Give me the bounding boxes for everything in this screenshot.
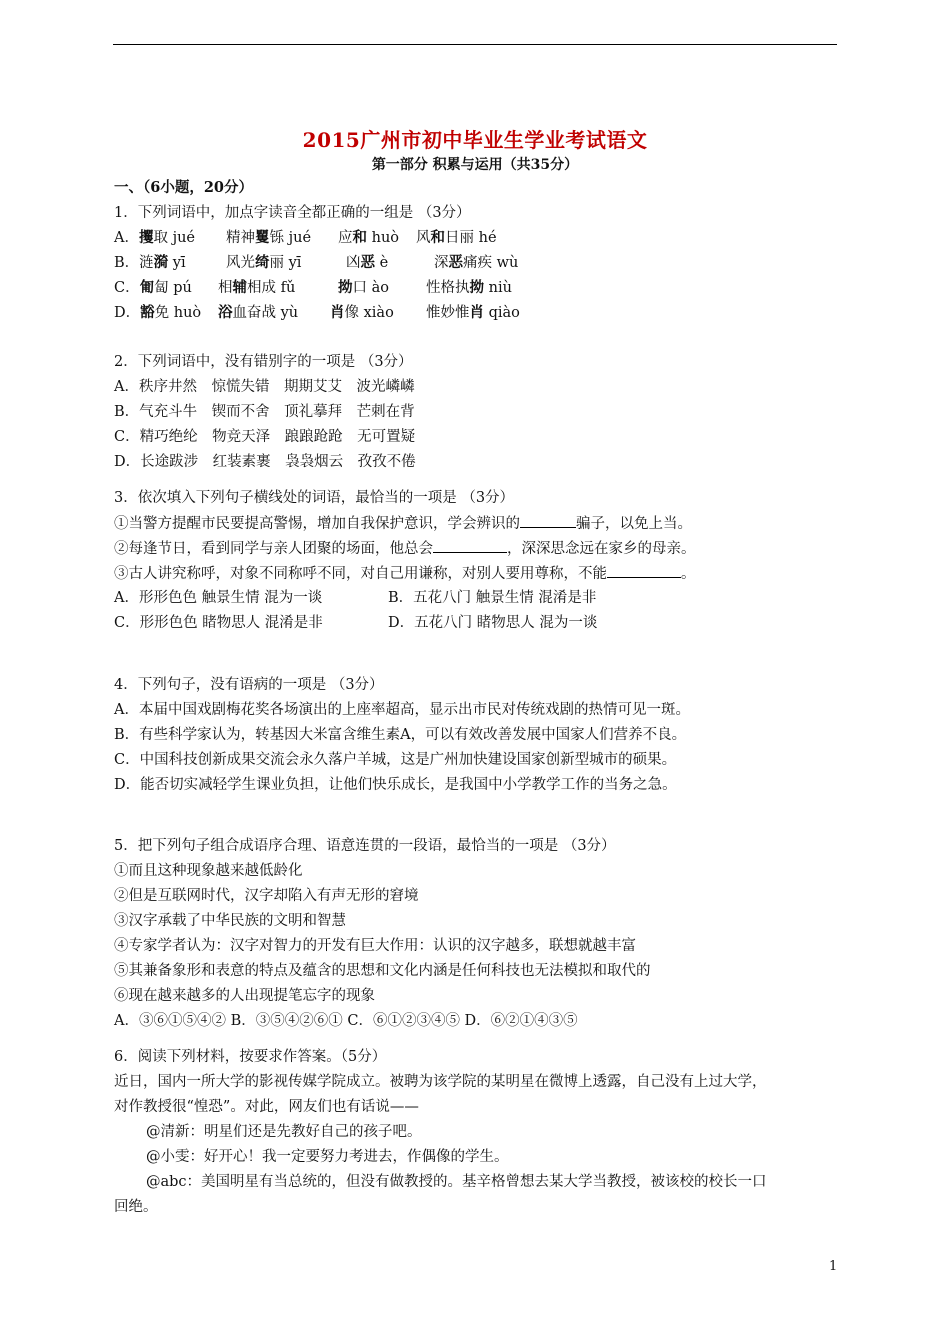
q4-option-d: D．能否切实减轻学生课业负担，让他们快乐成长，是我国中小学教学工作的当务之急。 <box>114 777 677 793</box>
q4-option-c: C．中国科技创新成果交流会永久落户羊城，这是广州加快建设国家创新型城市的硕果。 <box>114 752 677 768</box>
q2-option-a: A．秩序井然 惊慌失错 期期艾艾 波光嶙嶙 <box>114 379 415 395</box>
q1-option-a: A．攫取 jué 精神矍铄 jué 应和 huò 风和日丽 hé <box>114 229 497 246</box>
answer-blank <box>433 538 507 553</box>
q5-sentence-5: ⑤其兼备象形和表意的特点及蕴含的思想和文化内涵是任何科技也无法模拟和取代的 <box>114 963 651 979</box>
q6-comment-1: @清新：明星们还是先教好自己的孩子吧。 <box>146 1124 422 1140</box>
q2-option-c: C．精巧绝纶 物竞天泽 踉踉跄跄 无可置疑 <box>114 429 416 445</box>
q3-sentence-1: ①当警方提醒市民要提高警惕，增加自我保护意识，学会辨识的 骗子，以免上当。 <box>114 513 692 534</box>
q6-passage-line-1: 近日，国内一所大学的影视传媒学院成立。被聘为该学院的某明星在微博上透露，自己没有上过大学， <box>114 1074 767 1090</box>
q3-sentence-2: ②每逢节日，看到同学与亲人团聚的场面，他总会 ，深深思念远在家乡的母亲。 <box>114 538 696 559</box>
q5-sentence-1: ①而且这种现象越来越低龄化 <box>114 863 303 879</box>
q6-comment-2: @小雯：好开心！我一定要努力考进去，作偶像的学生。 <box>146 1149 509 1165</box>
q5-sentence-2: ②但是互联网时代，汉字却陷入有声无形的窘境 <box>114 888 419 904</box>
q5-options: A．③⑥①⑤④② B．③⑤④②⑥① C．⑥①②③④⑤ D．⑥②①④③⑤ <box>114 1013 578 1029</box>
q1-option-b: B．涟漪 yī 风光绮丽 yī 凶恶 è 深恶痛疾 wù <box>114 254 519 271</box>
q2-option-b: B．气充斗牛 锲而不舍 顶礼摹拜 芒刺在背 <box>114 404 415 420</box>
page-number: 1 <box>829 1259 838 1274</box>
q3-stem: 3．依次填入下列句子横线处的词语，最恰当的一项是 （3分） <box>114 490 515 506</box>
header-rule <box>113 44 837 45</box>
q5-stem: 5．把下列句子组合成语序合理、语意连贯的一段语，最恰当的一项是 （3分） <box>114 838 616 854</box>
answer-blank <box>607 563 681 578</box>
q1-option-c: C．匍匐 pú 相辅相成 fǔ 拗口 ào 性格执拗 niù <box>114 279 512 296</box>
q6-passage-line-2: 对作教授很“惶恐”。对此，网友们也有话说—— <box>114 1099 419 1115</box>
q3-option-b: B．五花八门 触景生情 混淆是非 <box>388 590 597 606</box>
q3-option-a: A．形形色色 触景生情 混为一谈 <box>114 590 323 606</box>
q2-option-d: D．长途跋涉 红装素裹 袅袅烟云 孜孜不倦 <box>114 454 416 470</box>
q5-sentence-3: ③汉字承载了中华民族的文明和智慧 <box>114 913 346 929</box>
q5-sentence-4: ④专家学者认为：汉字对智力的开发有巨大作用：认识的汉字越多，联想就越丰富 <box>114 938 636 954</box>
q1-stem: 1．下列词语中，加点字读音全都正确的一组是 （3分） <box>114 205 471 221</box>
q6-comment-3: @abc：美国明星有当总统的，但没有做教授的。基辛格曾想去某大学当教授，被该校的校长一口 <box>146 1174 767 1190</box>
q2-stem: 2．下列词语中，没有错别字的一项是 （3分） <box>114 354 413 370</box>
q3-option-d: D．五花八门 睹物思人 混为一谈 <box>388 615 598 631</box>
answer-blank <box>520 513 576 528</box>
q4-option-a: A．本届中国戏剧梅花奖各场演出的上座率超高，显示出市民对传统戏剧的热情可见一斑。 <box>114 702 690 718</box>
q3-sentence-3: ③古人讲究称呼，对象不同称呼不同，对自己用谦称，对别人要用尊称，不能 。 <box>114 563 696 584</box>
part-subtitle: 第一部分 积累与运用（共35分） <box>371 157 579 173</box>
q3-option-c: C．形形色色 睹物思人 混淆是非 <box>114 615 323 631</box>
option-label: A． <box>114 230 139 246</box>
section-heading: 一、（6小题，20分） <box>114 179 254 196</box>
exam-title: 2015广州市初中毕业生学业考试语文 <box>302 128 648 152</box>
q6-stem: 6．阅读下列材料，按要求作答案。（5分） <box>114 1049 387 1065</box>
q4-stem: 4．下列句子，没有语病的一项是 （3分） <box>114 677 384 693</box>
q6-comment-3-cont: 回绝。 <box>114 1199 158 1215</box>
q1-option-d: D．豁免 huò 浴血奋战 yù 肖像 xiào 惟妙惟肖 qiào <box>114 304 520 321</box>
q4-option-b: B．有些科学家认为，转基因大米富含维生素A，可以有效改善发展中国家人们营养不良。 <box>114 727 687 743</box>
q5-sentence-6: ⑥现在越来越多的人出现提笔忘字的现象 <box>114 988 375 1004</box>
